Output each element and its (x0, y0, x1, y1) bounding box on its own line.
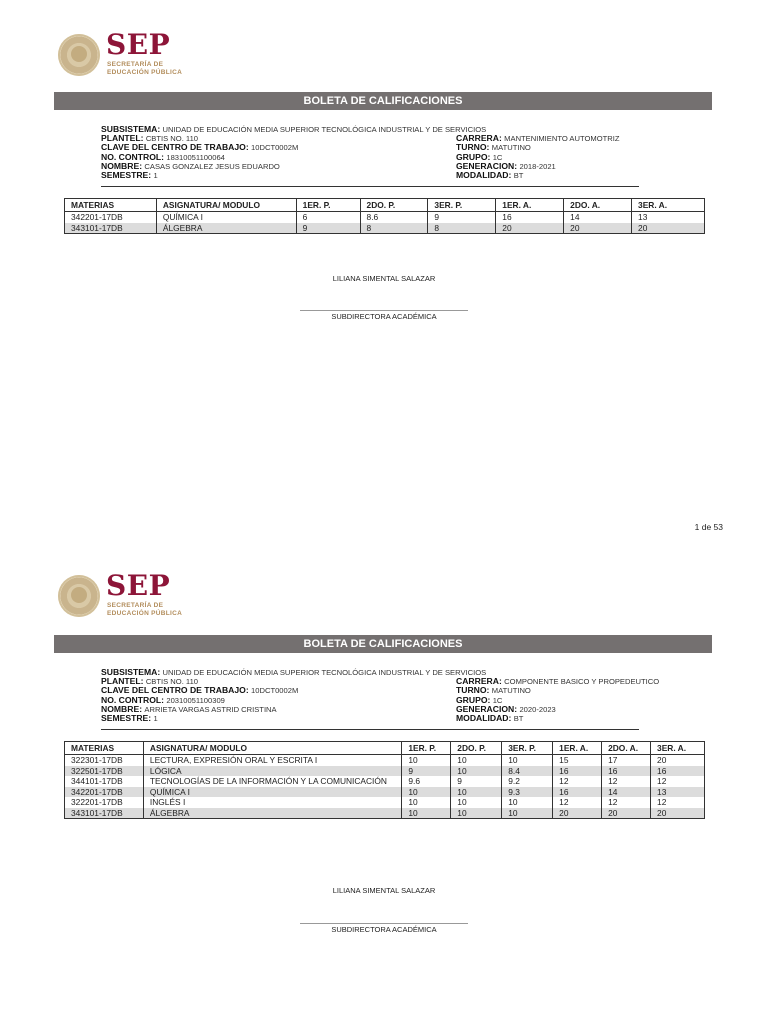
cell: INGLÉS I (143, 797, 401, 808)
cell: 20 (651, 808, 705, 819)
cell: 322501-17DB (65, 766, 144, 777)
signature-line (300, 923, 468, 924)
table-row (65, 808, 705, 819)
logo-subtitle: SECRETARÍA DE EDUCACIÓN PÚBLICA (107, 61, 183, 76)
cell: QUÍMICA I (156, 212, 296, 223)
signatory-name: LILIANA SIMENTAL SALAZAR (332, 274, 436, 283)
nombre-value: CASAS GONZALEZ JESUS EDUARDO (144, 161, 280, 171)
cell: QUÍMICA I (143, 787, 401, 798)
cell: 8 (360, 223, 428, 234)
cell: 9.3 (502, 787, 553, 798)
column-header: 2DO. P. (360, 199, 428, 212)
cell: 10 (451, 797, 502, 808)
mexico-seal-icon (58, 34, 100, 76)
cell: 13 (632, 212, 705, 223)
sep-logo (58, 569, 198, 619)
column-header: 1ER. P. (296, 199, 360, 212)
column-header: ASIGNATURA/ MODULO (143, 742, 401, 755)
signatory-name: LILIANA SIMENTAL SALAZAR (332, 886, 436, 895)
cell: 9 (296, 223, 360, 234)
column-header: ASIGNATURA/ MODULO (156, 199, 296, 212)
cell: 16 (553, 787, 602, 798)
divider (101, 729, 639, 730)
cell: 10 (502, 755, 553, 766)
cell: 10 (402, 755, 451, 766)
table-row (65, 755, 705, 766)
cell: 10 (502, 797, 553, 808)
cell: 17 (602, 755, 651, 766)
page-number: 1 de 53 (694, 522, 723, 532)
table-row (65, 787, 705, 798)
divider (101, 186, 639, 187)
cell: TECNOLOGÍAS DE LA INFORMACIÓN Y LA COMUNICACIÓN (143, 776, 401, 787)
cell: 6 (296, 212, 360, 223)
table-header (65, 742, 705, 755)
table-header (65, 199, 705, 212)
signatory-role: SUBDIRECTORA ACADÉMICA (331, 925, 437, 934)
logo-subtitle: SECRETARÍA DE EDUCACIÓN PÚBLICA (107, 602, 183, 617)
turno-value: MATUTINO (491, 686, 531, 696)
cell: LECTURA, EXPRESIÓN ORAL Y ESCRITA I (143, 755, 401, 766)
table-row (65, 223, 705, 234)
cell: 10 (451, 766, 502, 777)
subsistema-value: UNIDAD DE EDUCACIÓN MEDIA SUPERIOR TECNOLÓGICA INDUSTRIAL Y DE SERVICIOS (162, 668, 487, 677)
generacion-value: 2020-2023 (519, 704, 556, 714)
column-header: 1ER. A. (553, 742, 602, 755)
plantel-value: CBTIS NO. 110 (145, 677, 199, 687)
cell: 10 (402, 797, 451, 808)
cell: 10 (451, 808, 502, 819)
generacion-value: 2018-2021 (519, 161, 556, 171)
cell: 9 (428, 212, 496, 223)
logo-text: SEP (106, 569, 171, 602)
cell: 20 (564, 223, 632, 234)
column-header: 2DO. A. (602, 742, 651, 755)
signatory-role: SUBDIRECTORA ACADÉMICA (331, 312, 437, 321)
report-title: BOLETA DE CALIFICACIONES (54, 92, 712, 110)
cell: 16 (602, 766, 651, 777)
cell: 16 (553, 766, 602, 777)
cell: 15 (553, 755, 602, 766)
cell: 8 (428, 223, 496, 234)
cell: 16 (651, 766, 705, 777)
cell: 344101-17DB (65, 776, 144, 787)
logo-text: SEP (106, 28, 171, 61)
modalidad-value: BT (513, 713, 524, 723)
plantel-value: CBTIS NO. 110 (145, 134, 199, 144)
column-header: MATERIAS (65, 742, 144, 755)
cell: 10 (451, 755, 502, 766)
cell: 12 (553, 797, 602, 808)
control-value: 20310051100309 (166, 695, 225, 705)
grupo-value: 1C (492, 695, 503, 705)
cell: 10 (402, 787, 451, 798)
cell: 322301-17DB (65, 755, 144, 766)
cell: ÁLGEBRA (143, 808, 401, 819)
grades-table (64, 198, 705, 234)
cell: 342201-17DB (65, 212, 157, 223)
column-header: 2DO. P. (451, 742, 502, 755)
cell: 9.2 (502, 776, 553, 787)
cell: ÁLGEBRA (156, 223, 296, 234)
column-header: 3ER. A. (651, 742, 705, 755)
table-row (65, 797, 705, 808)
cell: 343101-17DB (65, 808, 144, 819)
cell: 20 (632, 223, 705, 234)
cell: 16 (496, 212, 564, 223)
control-value: 18310051100064 (166, 152, 225, 162)
cell: 20 (496, 223, 564, 234)
sep-logo (58, 28, 198, 78)
cell: 12 (651, 797, 705, 808)
mexico-seal-icon (58, 575, 100, 617)
cell: 10 (502, 808, 553, 819)
table-row (65, 212, 705, 223)
clave-value: 10DCT0002M (251, 686, 299, 696)
cell: 343101-17DB (65, 223, 157, 234)
cell: 322201-17DB (65, 797, 144, 808)
cell: 9.6 (402, 776, 451, 787)
carrera-value: COMPONENTE BASICO Y PROPEDEUTICO (504, 677, 660, 687)
nombre-value: ARRIETA VARGAS ASTRID CRISTINA (144, 704, 277, 714)
student-info: SUBSISTEMA: UNIDAD DE EDUCACIÓN MEDIA SUPERIOR TECNOLÓGICA INDUSTRIAL Y DE SERVICIOS PLANTEL: CBTIS NO. 110 CLAVE DEL CENTRO DE TRABAJO: 10DCT0002M NO. CONTROL: 20310051100309 NOMBRE: ARRIETA VARGAS ASTRID CRISTINA SEMESTRE: 1 CARRERA: COMPONENTE BASICO Y PROPEDEUTICO TURNO: MATUTINO GRUPO: 1C GENERACION: 2020-2023 MODALIDAD: BT (101, 668, 661, 732)
column-header: MATERIAS (65, 199, 157, 212)
cell: LÓGICA (143, 766, 401, 777)
report-card-page-2 (0, 570, 768, 1024)
cell: 10 (402, 808, 451, 819)
cell: 20 (553, 808, 602, 819)
signature-line (300, 310, 468, 311)
cell: 20 (602, 808, 651, 819)
table-row (65, 776, 705, 787)
modalidad-value: BT (513, 170, 524, 180)
semestre-value: 1 (153, 713, 158, 723)
turno-value: MATUTINO (491, 143, 531, 153)
cell: 8.4 (502, 766, 553, 777)
column-header: 3ER. A. (632, 199, 705, 212)
student-info: SUBSISTEMA: UNIDAD DE EDUCACIÓN MEDIA SUPERIOR TECNOLÓGICA INDUSTRIAL Y DE SERVICIOS PLANTEL: CBTIS NO. 110 CLAVE DEL CENTRO DE TRABAJO: 10DCT0002M NO. CONTROL: 18310051100064 NOMBRE: CASAS GONZALEZ JESUS EDUARDO SEMESTRE: 1 CARRERA: MANTENIMIENTO AUTOMOTRIZ TURNO: MATUTINO GRUPO: 1C GENERACION: 2018-2021 MODALIDAD: BT (101, 125, 661, 189)
column-header: 3ER. P. (428, 199, 496, 212)
cell: 14 (564, 212, 632, 223)
column-header: 2DO. A. (564, 199, 632, 212)
cell: 13 (651, 787, 705, 798)
cell: 12 (553, 776, 602, 787)
cell: 10 (451, 787, 502, 798)
grupo-value: 1C (492, 152, 503, 162)
cell: 20 (651, 755, 705, 766)
clave-value: 10DCT0002M (251, 143, 299, 153)
subsistema-value: UNIDAD DE EDUCACIÓN MEDIA SUPERIOR TECNOLÓGICA INDUSTRIAL Y DE SERVICIOS (162, 125, 487, 134)
table-row (65, 766, 705, 777)
grades-table (64, 741, 705, 819)
report-title: BOLETA DE CALIFICACIONES (54, 635, 712, 653)
cell: 12 (602, 797, 651, 808)
carrera-value: MANTENIMIENTO AUTOMOTRIZ (504, 134, 620, 144)
column-header: 1ER. A. (496, 199, 564, 212)
cell: 342201-17DB (65, 787, 144, 798)
cell: 9 (451, 776, 502, 787)
cell: 14 (602, 787, 651, 798)
semestre-value: 1 (153, 170, 158, 180)
column-header: 3ER. P. (502, 742, 553, 755)
column-header: 1ER. P. (402, 742, 451, 755)
cell: 12 (602, 776, 651, 787)
cell: 12 (651, 776, 705, 787)
cell: 9 (402, 766, 451, 777)
cell: 8.6 (360, 212, 428, 223)
